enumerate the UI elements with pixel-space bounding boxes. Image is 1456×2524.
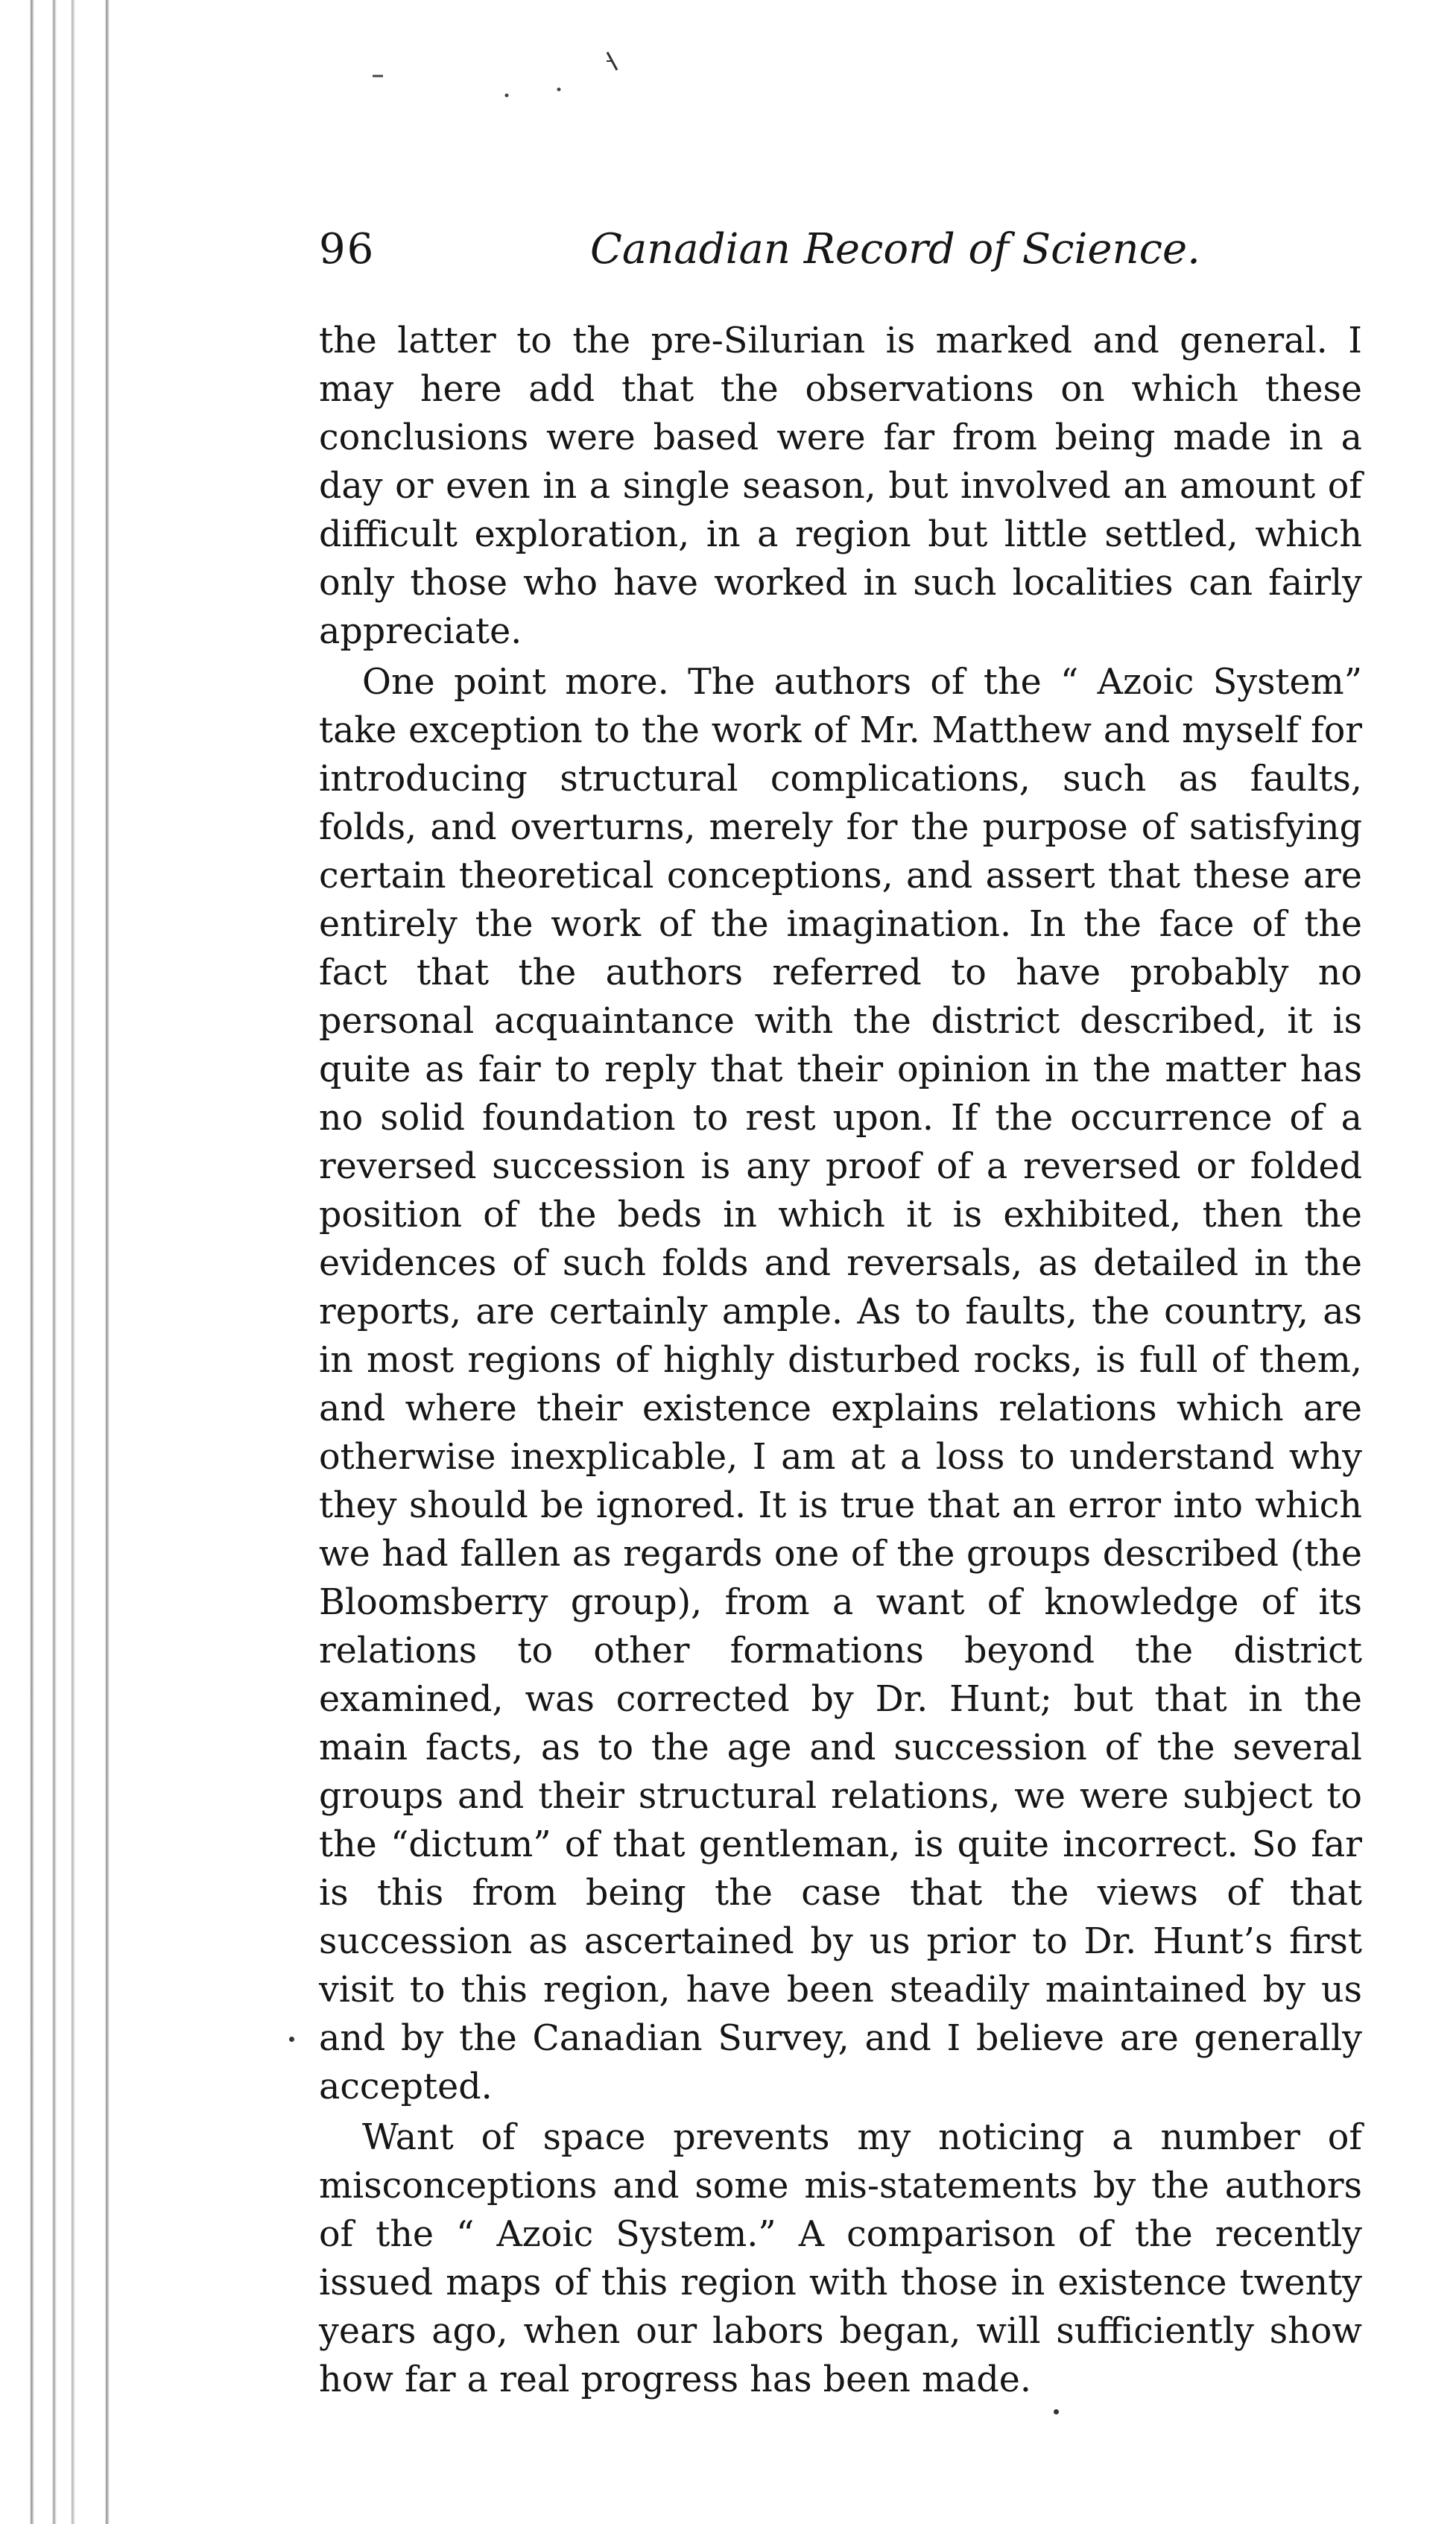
scanned-page-edge (0, 0, 112, 2524)
paragraph-continued: the latter to the pre-Silurian is marked and general. I may here add that the observations on which these conclusions were based were far from being made in a day or even in a single season, but involved an amount of difficult exploration, in a region but little settled, which only those who have worked in such localities can fairly appreciate. (319, 320, 1362, 652)
paragraph-azoic-system-reply: One point more. The authors of the “ Azoic System” take exception to the work of Mr. Matthew and myself for introducing structural complications, such as faults, folds, and overturns, merely for the purpose of satisfying certain theoretical conceptions, and assert that these are entirely the work of the imagination. In the face of the fact that the authors referred to have probably no personal acquaintance with the district described, it is quite as fair to reply that their opinion in the matter has no solid foundation to rest upon. If the occurrence of a reversed succession is any proof of a reversed or folded position of the beds in which it is exhibited, then the evidences of such folds and reversals, as detailed in the reports, are certainly ample. As to faults, the country, as in most regions of highly disturbed rocks, is full of them, and where their existence explains relations which are otherwise inexplicable, I am at a loss to understand why they should be ignored. It is true that an error into which we had fallen as regards one of the groups described (the Bloomsberry group), from a want of knowledge of its relations to other formations beyond the district examined, was corrected by Dr. Hunt; but that in the main facts, as to the age and succession of the several groups and their structural relations, we were subject to the “dictum” of that gentleman, is quite incorrect. So far is this from being the case that the views of that succession as ascertained by us prior to Dr. Hunt’s first visit to this region, have been steadily maintained by us and by the Canadian Survey, and I believe are generally accepted. (319, 662, 1362, 2107)
article-body (319, 317, 1362, 2404)
running-title: Canadian Record of Science. (590, 225, 1200, 273)
stray-mark (1054, 2409, 1059, 2414)
page-header (319, 225, 1362, 300)
paragraph-conclusion: Want of space prevents my noticing a number of misconceptions and some mis-statements by the authors of the “ Azoic System.” A comparison of the recently issued maps of this region with those in existence twenty years ago, when our labors began, will sufficiently show how far a real progress has been made. (319, 2117, 1362, 2400)
scan-marks (350, 45, 618, 134)
page-number: 96 (319, 225, 376, 273)
stray-mark (289, 2037, 294, 2042)
